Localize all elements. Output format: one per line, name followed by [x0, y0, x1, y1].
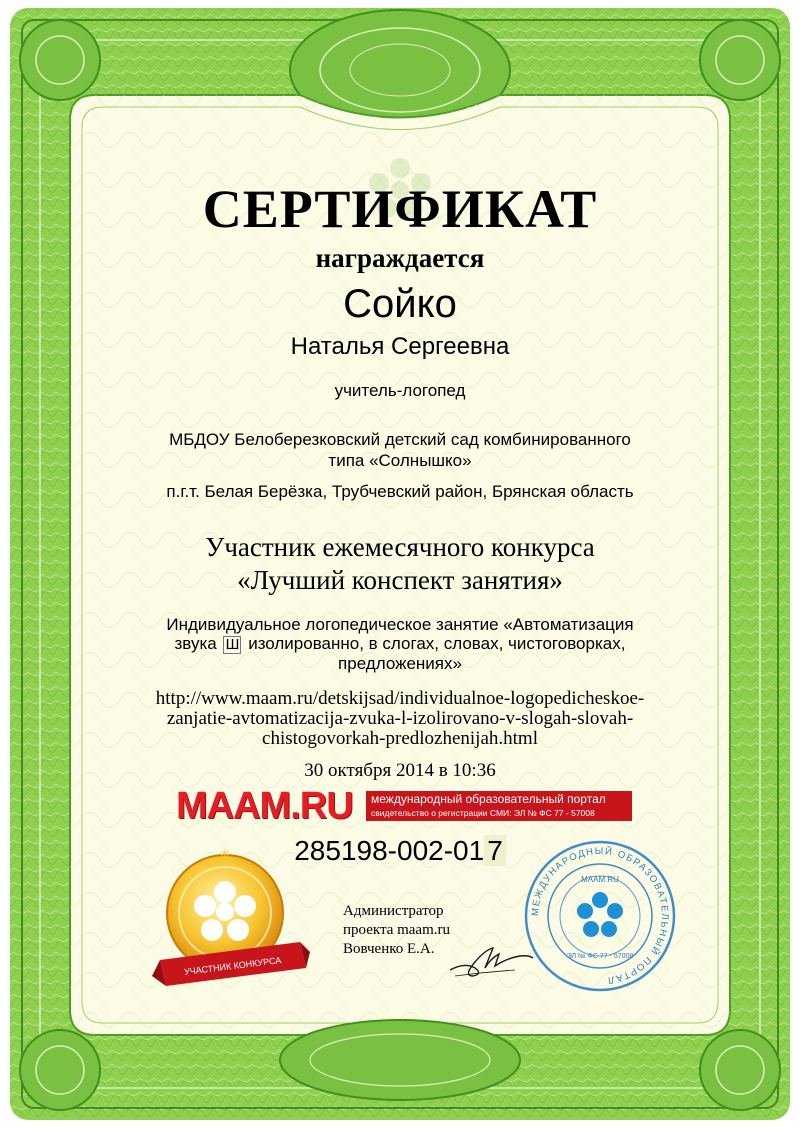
certificate-title: СЕРТИФИКАТ — [202, 179, 598, 239]
admin-line-1: Администратор — [343, 903, 444, 919]
recipient-surname: Сойко — [343, 282, 457, 326]
portal-stamp — [522, 838, 678, 994]
logo-wordmark: MAAM.RU — [176, 785, 353, 827]
publication-date: 30 октября 2014 в 10:36 — [304, 760, 496, 781]
organization — [0, 429, 800, 471]
stamp-site: MAAM.RU — [581, 875, 619, 884]
svg-text:*: * — [220, 848, 230, 867]
sound-letter: Ш — [223, 636, 241, 654]
url-line-1: http://www.maam.ru/detskijsad/individualnoe-logopedicheskoe- — [155, 688, 645, 709]
organization-line-1: МБДОУ Белоберезковский детский сад комбинированного — [169, 430, 631, 449]
stamp-reg: ЭЛ № ФС 77 - 57008 — [566, 953, 634, 960]
certificate-number — [0, 835, 800, 867]
contest-participation — [0, 531, 800, 597]
lesson-line-2-end: изолированно, в слогах, словах, чистоговорках, — [248, 634, 626, 653]
participant-medal — [150, 848, 310, 998]
recipient-position: учитель-логопед — [334, 381, 466, 400]
organization-line-2: типа «Солнышко» — [328, 451, 472, 470]
recipient-given-names: Наталья Сергеевна — [290, 333, 510, 360]
lesson-title — [0, 615, 800, 673]
certificate-number-main: 285198-002-01 — [294, 835, 485, 866]
url-line-3: chistogovorkah-predlozhenijah.html — [262, 728, 538, 749]
svg-text:МЕЖДУНАРОДНЫЙ ОБРАЗОВАТЕЛЬНЫЙ — [530, 845, 670, 986]
medal-ribbon-text: УЧАСТНИК КОНКУРСА — [183, 955, 282, 977]
lesson-line-1: Индивидуальное логопедическое занятие «Автоматизация — [166, 615, 634, 634]
awarded-label: награждается — [315, 243, 485, 273]
logo-tagline: международный образовательный портал — [371, 792, 606, 806]
admin-line-3: Вовченко Е.А. — [343, 941, 435, 957]
stamp-outer-text: МЕЖДУНАРОДНЫЙ ОБРАЗОВАТЕЛЬНЫЙ ПОРТАЛ — [529, 845, 671, 986]
lesson-line-3: предложениях» — [338, 653, 462, 673]
lesson-line-2 — [0, 634, 800, 654]
lesson-line-2-start: звука — [174, 634, 217, 653]
administrator-block — [343, 902, 450, 959]
location: п.г.т. Белая Берёзка, Трубчевский район, Брянская область — [166, 482, 634, 501]
logo-band — [366, 791, 632, 821]
url-line-2: zanjatie-avtomatizacija-zvuka-l-izolirovano-v-slogah-slovah- — [166, 708, 634, 729]
participant-line-1: Участник ежемесячного конкурса — [205, 532, 595, 562]
participant-line-2: «Лучший конспект занятия» — [237, 565, 563, 595]
publication-url — [0, 689, 800, 749]
certificate-number-last: 7 — [484, 835, 506, 866]
logo-registration: свидетельство о регистрации СМИ: ЭЛ № ФС 77 - 57008 — [371, 808, 595, 818]
maam-logo — [176, 787, 632, 825]
admin-line-2: проекта maam.ru — [343, 922, 450, 938]
